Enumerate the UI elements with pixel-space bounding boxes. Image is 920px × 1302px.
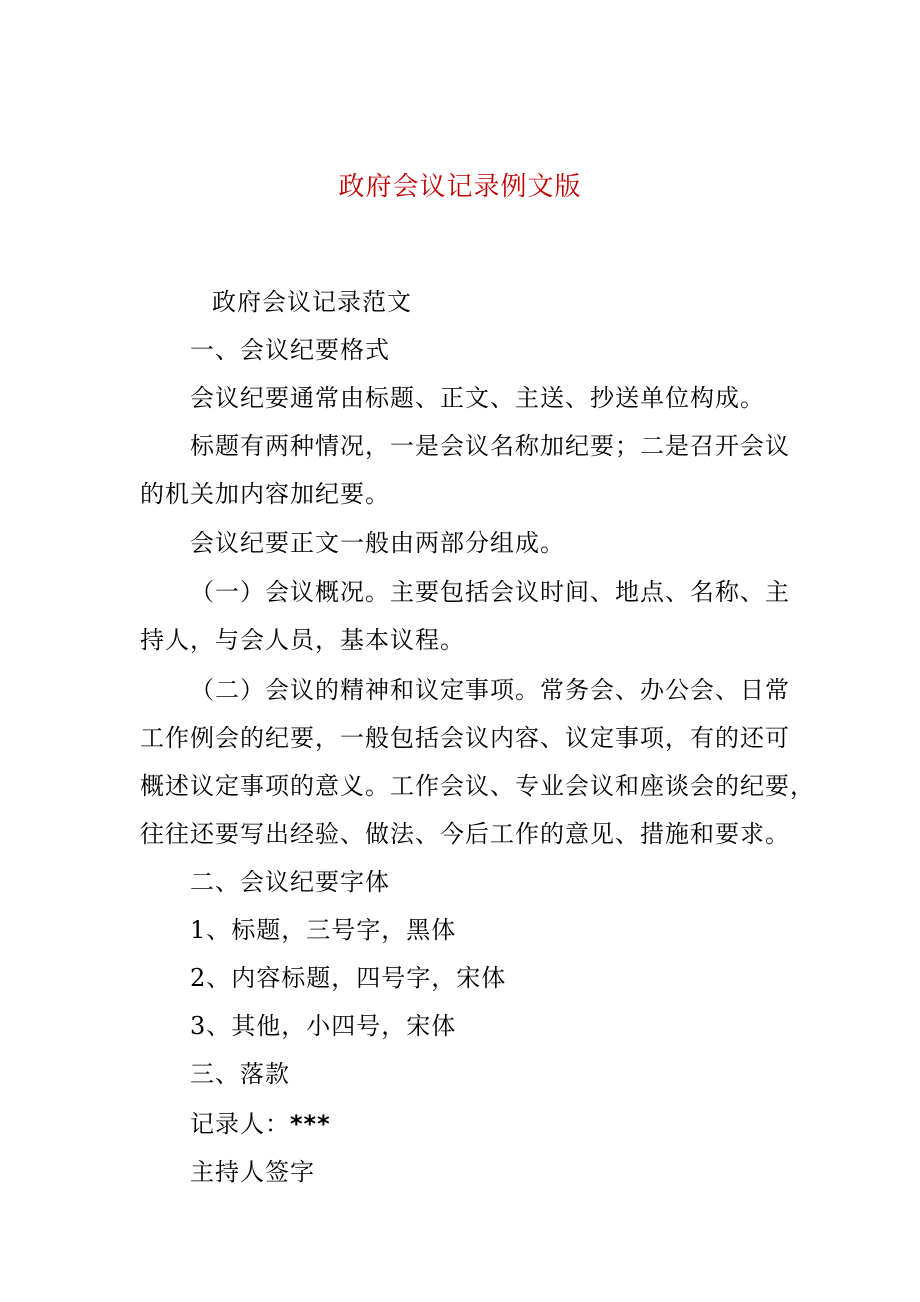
font-rule-2: 2、内容标题，四号字，宋体 bbox=[190, 964, 507, 992]
subtitle: 政府会议记录范文 bbox=[212, 288, 412, 316]
font-rule-3: 3、其他，小四号，宋体 bbox=[190, 1012, 457, 1040]
paragraph-2-line-2: 的机关加内容加纪要。 bbox=[140, 480, 390, 508]
recorder-value: *** bbox=[290, 1110, 331, 1138]
paragraph-5-line-1: （二）会议的精神和议定事项。常务会、办公会、日常 bbox=[190, 676, 790, 704]
paragraph-4-line-2: 持人，与会人员，基本议程。 bbox=[140, 626, 465, 654]
document-title: 政府会议记录例文版 bbox=[338, 172, 582, 202]
font-rule-1: 1、标题，三号字，黑体 bbox=[190, 916, 457, 944]
paragraph-2-line-1: 标题有两种情况，一是会议名称加纪要；二是召开会议 bbox=[190, 432, 790, 460]
recorder-label: 记录人： bbox=[190, 1110, 290, 1138]
host-signature-line: 主持人签字 bbox=[190, 1158, 315, 1186]
section-heading-1: 一、会议纪要格式 bbox=[190, 336, 390, 364]
section-heading-3: 三、落款 bbox=[190, 1060, 290, 1088]
paragraph-5-line-3: 概述议定事项的意义。工作会议、专业会议和座谈会的纪要， bbox=[140, 772, 815, 800]
paragraph-5-line-2: 工作例会的纪要，一般包括会议内容、议定事项，有的还可 bbox=[140, 724, 790, 752]
paragraph-1: 会议纪要通常由标题、正文、主送、抄送单位构成。 bbox=[190, 384, 765, 412]
paragraph-4-line-1: （一）会议概况。主要包括会议时间、地点、名称、主 bbox=[190, 578, 790, 606]
section-heading-2: 二、会议纪要字体 bbox=[190, 868, 390, 896]
paragraph-3: 会议纪要正文一般由两部分组成。 bbox=[190, 529, 565, 557]
paragraph-5-line-4: 往往还要写出经验、做法、今后工作的意见、措施和要求。 bbox=[140, 820, 790, 848]
recorder-line bbox=[190, 1108, 850, 1140]
